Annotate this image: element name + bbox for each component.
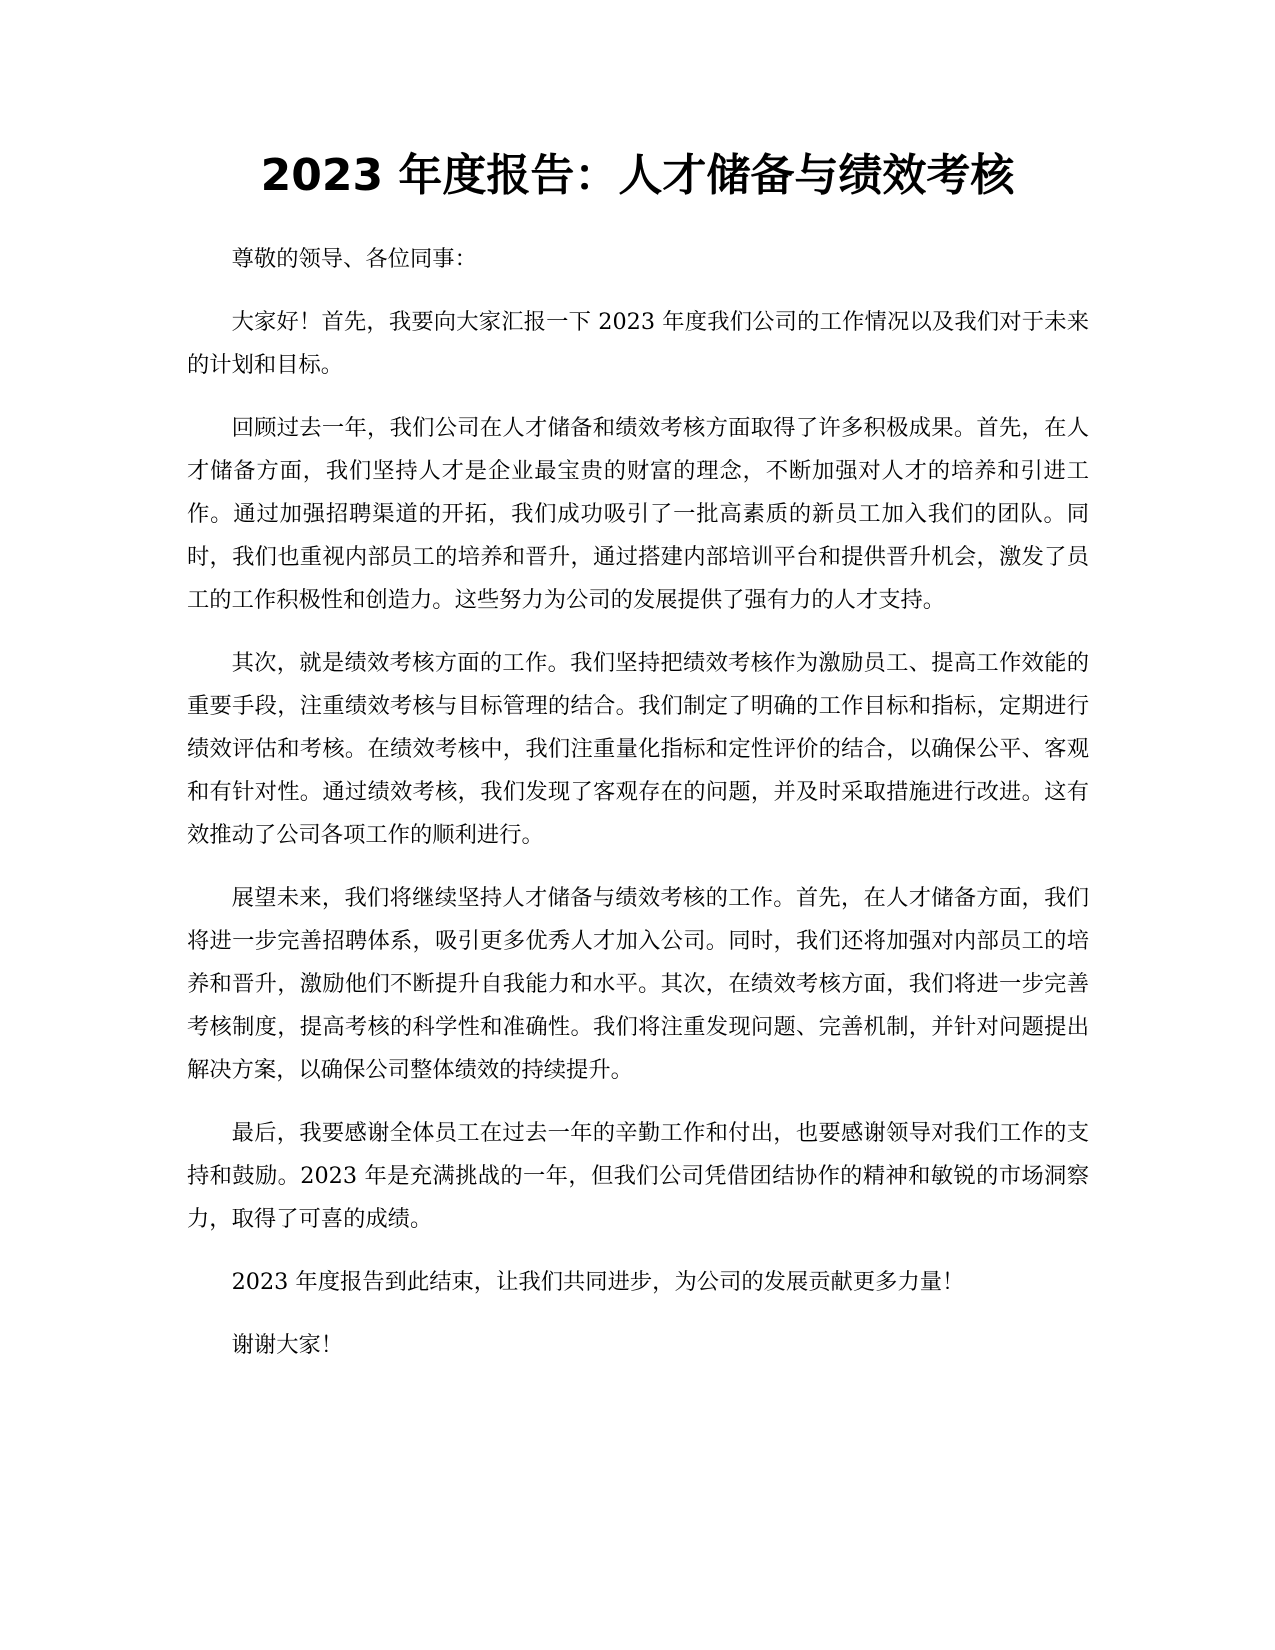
thanks-paragraph: 最后，我要感谢全体员工在过去一年的辛勤工作和付出，也要感谢领导对我们工作的支持和鼓励。2023 年是充满挑战的一年，但我们公司凭借团结协作的精神和敏锐的市场洞察力，取得了可喜的成绩。 xyxy=(187,1120,1089,1232)
closing-paragraph: 2023 年度报告到此结束，让我们共同进步，为公司的发展贡献更多力量！ xyxy=(231,1269,965,1295)
document-title: 2023 年度报告：人才储备与绩效考核 xyxy=(260,150,1015,201)
outlook-paragraph: 展望未来，我们将继续坚持人才储备与绩效考核的工作。首先，在人才储备方面，我们将进一步完善招聘体系，吸引更多优秀人才加入公司。同时，我们还将加强对内部员工的培养和晋升，激励他们不断提升自我能力和水平。其次，在绩效考核方面，我们将进一步完善考核制度，提高考核的科学性和准确性。我们将注重发现问题、完善机制，并针对问题提出解决方案，以确保公司整体绩效的持续提升。 xyxy=(187,885,1089,1083)
salutation: 尊敬的领导、各位同事： xyxy=(231,246,477,272)
performance-review-paragraph: 其次，就是绩效考核方面的工作。我们坚持把绩效考核作为激励员工、提高工作效能的重要手段，注重绩效考核与目标管理的结合。我们制定了明确的工作目标和指标，定期进行绩效评估和考核。在绩效考核中，我们注重量化指标和定性评价的结合，以确保公平、客观和有针对性。通过绩效考核，我们发现了客观存在的问题，并及时采取措施进行改进。这有效推动了公司各项工作的顺利进行。 xyxy=(187,650,1089,848)
document-body xyxy=(187,238,1089,1387)
talent-review-paragraph: 回顾过去一年，我们公司在人才储备和绩效考核方面取得了许多积极成果。首先，在人才储备方面，我们坚持人才是企业最宝贵的财富的理念，不断加强对人才的培养和引进工作。通过加强招聘渠道的开拓，我们成功吸引了一批高素质的新员工加入我们的团队。同时，我们也重视内部员工的培养和晋升，通过搭建内部培训平台和提供晋升机会，激发了员工的工作积极性和创造力。这些努力为公司的发展提供了强有力的人才支持。 xyxy=(187,415,1089,613)
opening-paragraph: 大家好！首先，我要向大家汇报一下 2023 年度我们公司的工作情况以及我们对于未来的计划和目标。 xyxy=(187,309,1089,378)
sign-off: 谢谢大家！ xyxy=(231,1332,344,1358)
